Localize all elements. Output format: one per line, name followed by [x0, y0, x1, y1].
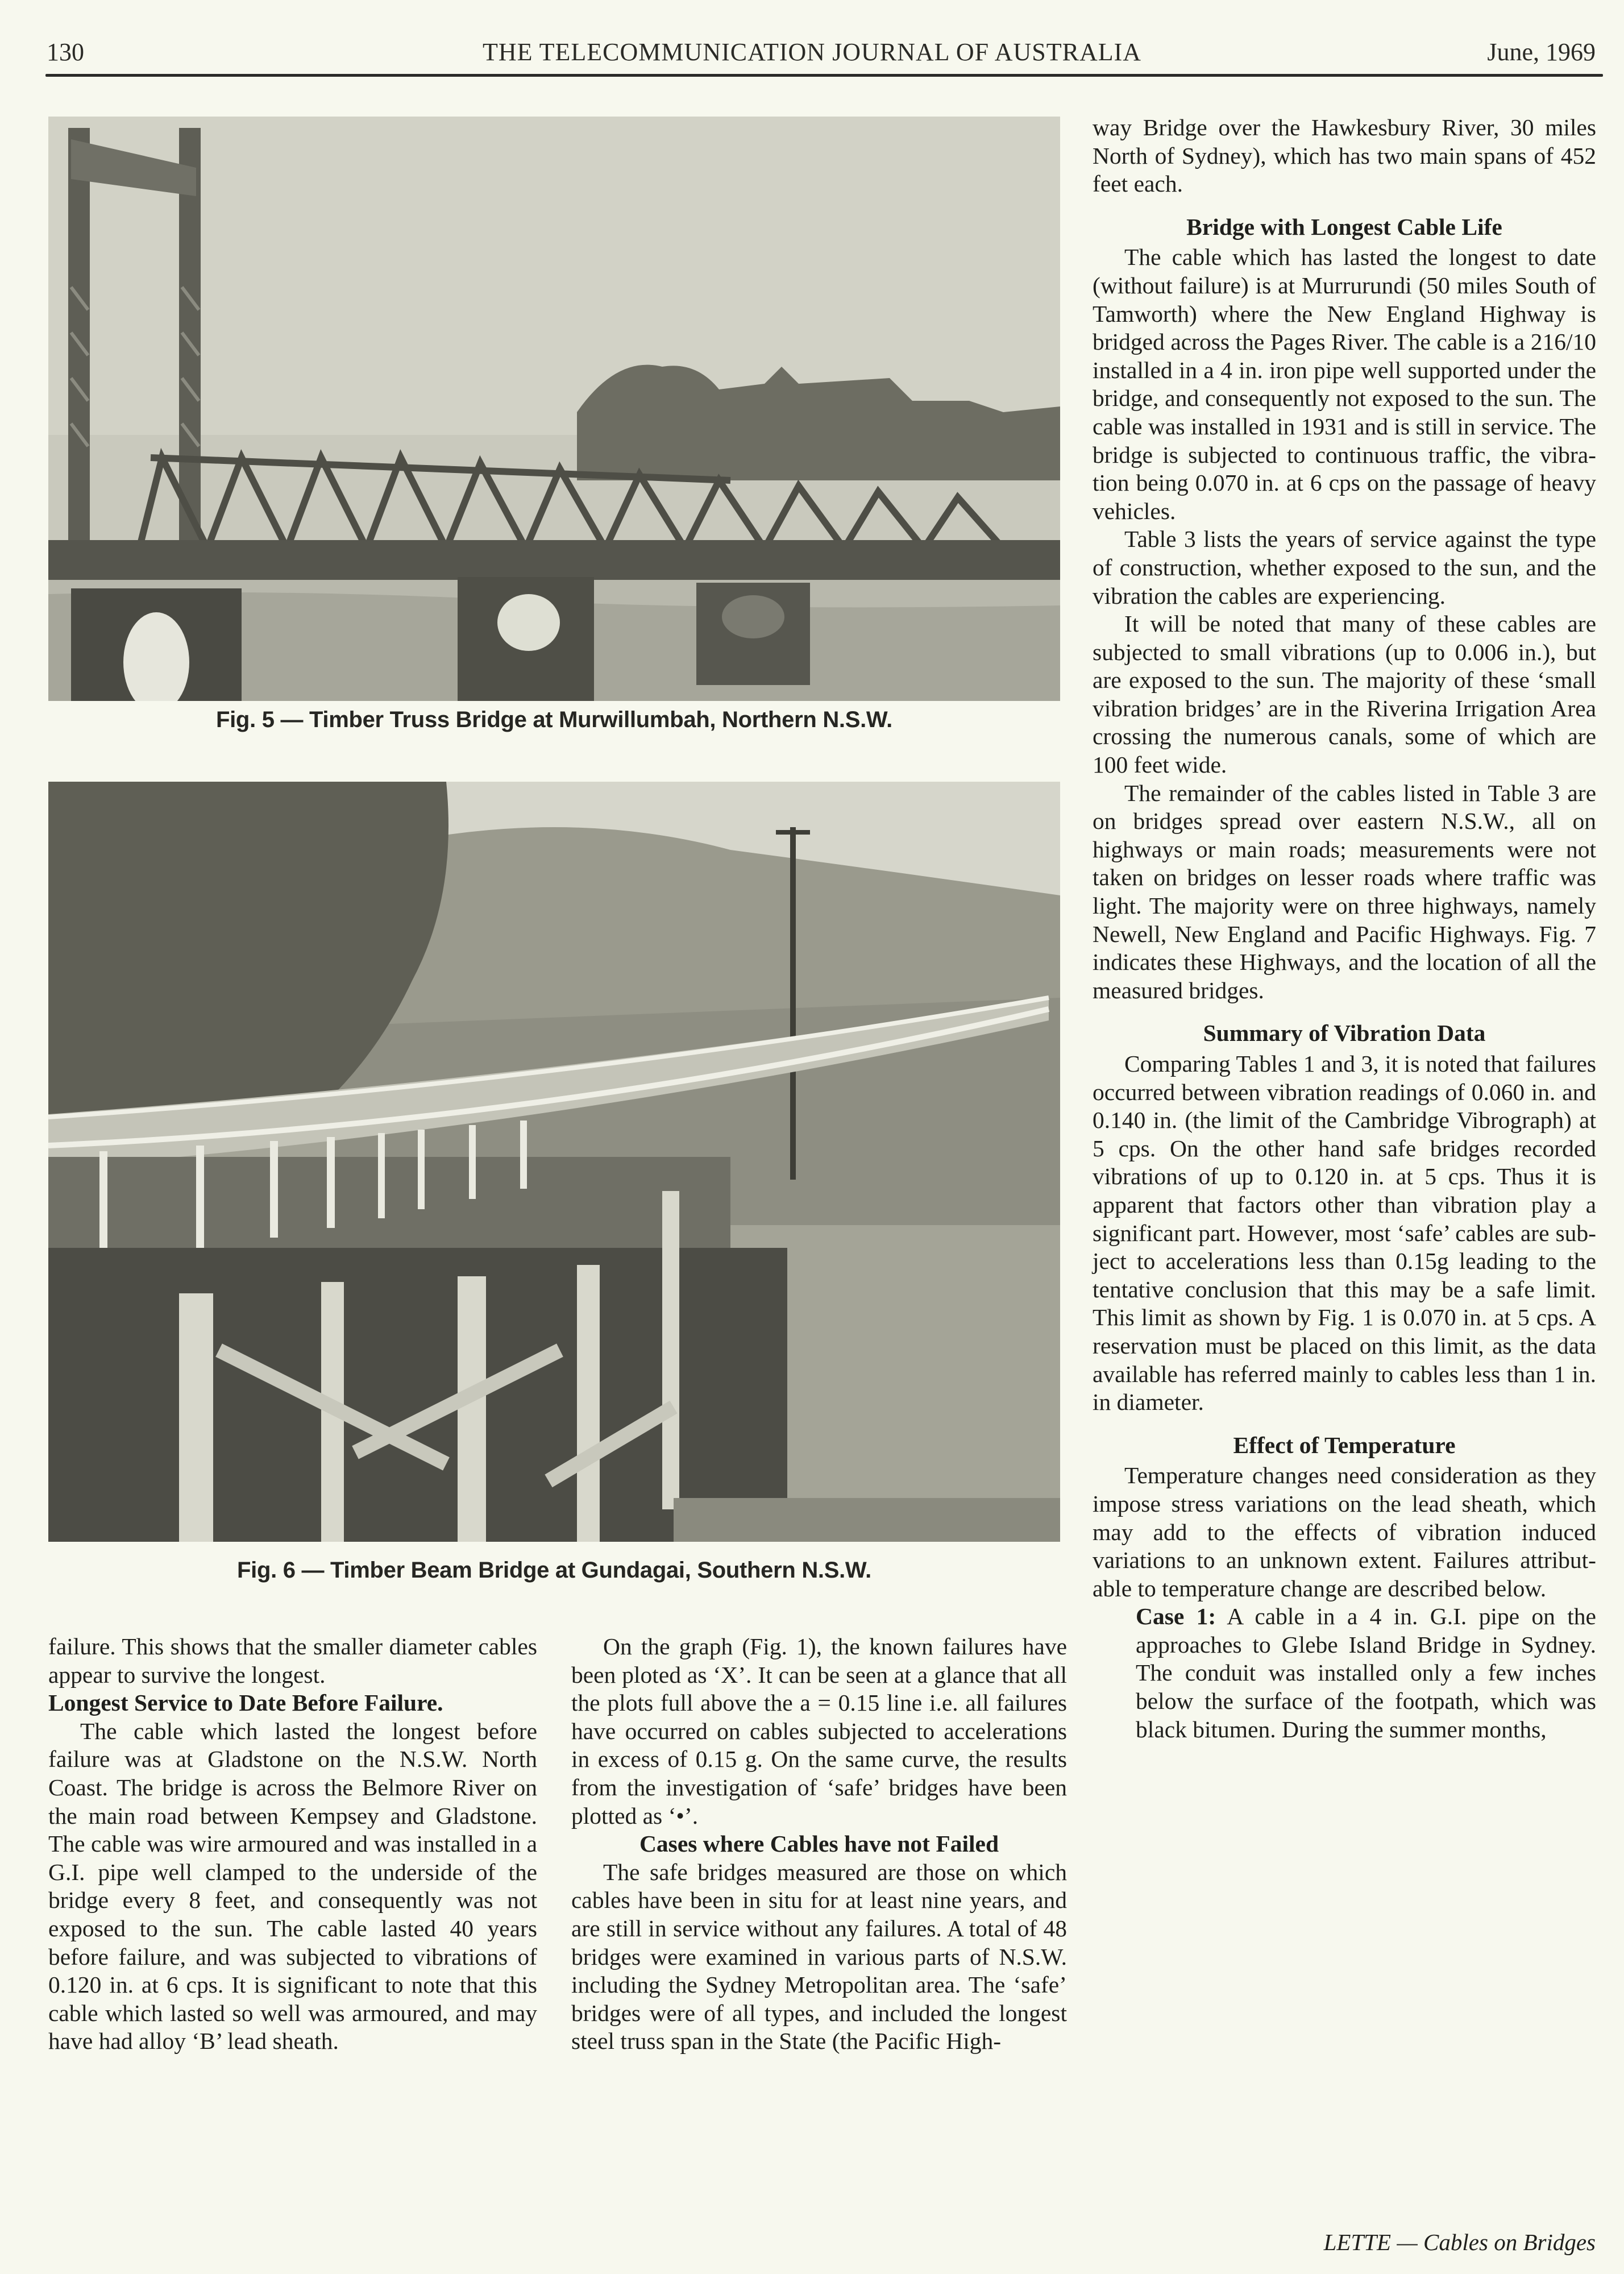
paragraph: Table 3 lists the years of service against the type of construction, whether exposed to the sun, and the vibration the cables are experiencing.: [1093, 526, 1596, 609]
paragraph: Comparing Tables 1 and 3, it is noted that failures occurred between vibration readings of 0.060 in. and 0.140 in. (the limit of the Cambridge Vibrograph) at 5 cps. On the other hand safe bridges recorded vibrations of up to 0.120 in. at 5 cps. Thus it is apparent that factors other than vibration play a significant part. However, most ‘safe’ cables are subject to accelerations less than 0.15g leading to the tentative conclusion that this may be a safe limit. This limit as shown by Fig. 1 is 0.070 in. at 5 cps. A reservation must be placed on this limit, as the data available has referred mainly to cables less than 1 in. in diameter.: [1093, 1051, 1596, 1416]
paragraph: On the graph (Fig. 1), the known failures have been ploted as ‘X’. It can be seen at a glance that all the plots full above the a = 0.15 line i.e. all failures have occurred on cables subjected to accelerations in excess of 0.15 g. On the same curve, the results from the investigation of ‘safe’ bridges have been plotted as ‘•’.: [571, 1633, 1067, 1829]
paragraph: The cable which has lasted the longest to date (without failure) is at Murrurundi (50 miles South of Tamworth) where the New England Highway is bridged across the Pages River. The cable is a 216/10 installed in a 4 in. iron pipe well supported under the bridge, and consequently not exposed to the sun. The cable was installed in 1931 and is still in service. The bridge is subjected to continuous traffic, the vibration being 0.070 in. at 6 cps on the passage of heavy vehicles.: [1093, 244, 1596, 524]
case-1-label: Case 1:: [1136, 1603, 1216, 1630]
paragraph: failure. This shows that the smaller diameter cables appear to survive the longest.: [48, 1633, 537, 1688]
figure-6-caption: Fig. 6 — Timber Beam Bridge at Gundagai, Southern N.S.W.: [237, 1558, 871, 1583]
journal-title: THE TELECOMMUNICATION JOURNAL OF AUSTRALIA: [482, 38, 1142, 66]
section-heading-temperature: Effect of Temperature: [1233, 1431, 1456, 1458]
case-1-paragraph: [1093, 1603, 1596, 1744]
paragraph: It will be noted that many of these cables are subjected to small vibrations (up to 0.006 in.), but are exposed to the sun. The majority of these ‘small vibration bridges’ are in the Riverina Irrigation Area crossing the numerous canals, some of which are 100 feet wide.: [1093, 611, 1596, 778]
paragraph: The remainder of the cables listed in Table 3 are on bridges spread over eastern N.S.W., all on highways or main roads; measurements were not taken on bridges on lesser roads where traffic was light. The majority were on three highways, namely Newell, New England and Pacific Highways. Fig. 7 indicates these Highways, and the location of all the measured bridges.: [1093, 779, 1596, 1003]
running-footer: LETTE — Cables on Bridges: [1323, 2229, 1596, 2255]
section-heading-cases-not-failed: Cases where Cables have not Failed: [639, 1831, 999, 1857]
beam-bridge-image: [48, 782, 1060, 1542]
page-number: 130: [47, 38, 84, 66]
right-column: [1093, 114, 1596, 1744]
paragraph: Temperature changes need consideration as they impose stress variations on the lead sheath, which may add to the effects of vibration induced variations to an unknown extent. Failures attributable to temperature change are described below.: [1093, 1462, 1596, 1601]
truss-bridge-image: [48, 117, 1060, 701]
issue-date: June, 1969: [1487, 38, 1596, 66]
figure-5-photo: [48, 117, 1060, 701]
figure-6-photo: [48, 782, 1060, 1542]
paragraph: way Bridge over the Hawkesbury River, 30 miles North of Sydney), which has two main spans of 452 feet each.: [1093, 114, 1596, 197]
figure-5-caption: Fig. 5 — Timber Truss Bridge at Murwillumbah, Northern N.S.W.: [215, 707, 892, 732]
section-heading-vibration-summary: Summary of Vibration Data: [1203, 1020, 1486, 1047]
left-column: [48, 1633, 537, 2056]
section-heading-longest-service: Longest Service to Date Before Failure.: [48, 1690, 443, 1716]
section-heading-longest-cable-life: Bridge with Longest Cable Life: [1186, 213, 1502, 240]
paragraph: The cable which lasted the longest before failure was at Gladstone on the N.S.W. North Coast. The bridge is across the Belmore River on the main road between Kempsey and Gladstone. The cable was wire armoured and was installed in a G.I. pipe well clamped to the underside of the bridge every 8 feet, and consequently was not exposed to the sun. The cable lasted 40 years before failure, and was subjected to vibrations of 0.120 in. at 6 cps. It is significant to note that this cable which lasted so well was armoured, and may have had alloy ‘B’ lead sheath.: [48, 1717, 537, 2055]
case-1-text: A cable in a 4 in. G.I. pipe on the approaches to Glebe Island Bridge in Sydney. The conduit was installed only a few inches below the surface of the footpath, which was black bitumen. During the summer months,: [1136, 1603, 1596, 1742]
middle-column: [571, 1633, 1067, 2056]
header-rule: [45, 74, 1603, 77]
paragraph: The safe bridges measured are those on which cables have been in situ for at least nine years, and are still in service without any failures. A total of 48 bridges were examined in various parts of N.S.W. including the Sydney Metropolitan area. The ‘safe’ bridges were of all types, and included the longest steel truss span in the State (the Pacific High-: [571, 1858, 1067, 2055]
